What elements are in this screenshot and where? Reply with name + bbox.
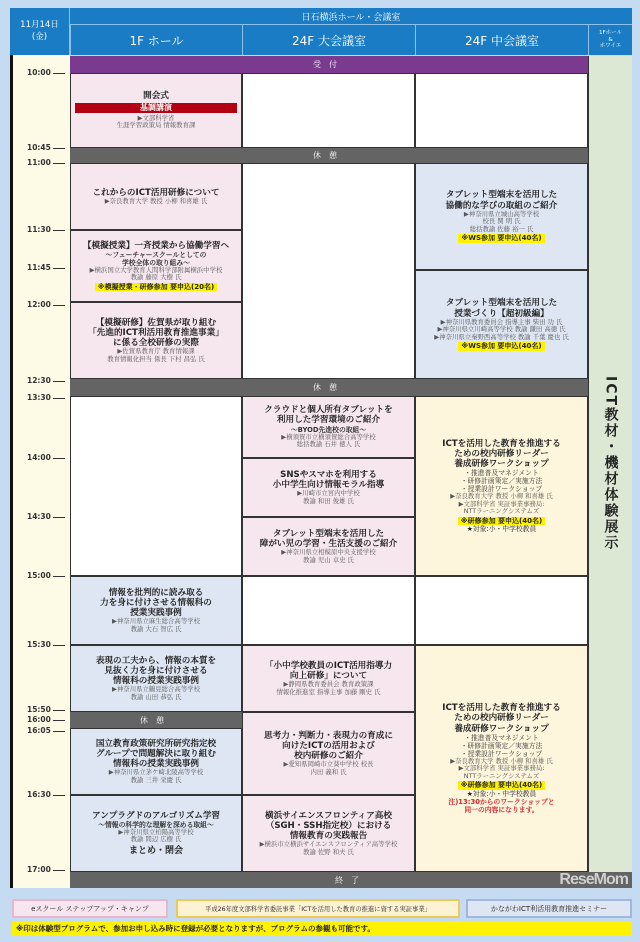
session-expression [70,645,242,712]
foyer-header-line: 1Fホール [598,30,623,37]
session-title: アンプラグドのアルゴリズム学習 [91,810,221,821]
session-title: 向けたICTの活用および [282,740,375,751]
speaker: ▶神奈川県立茅ケ崎北陵高等学校 [108,768,204,777]
speaker: ▶静岡県教育委員会 教育政策課 [283,680,374,689]
session-tablet-collab [415,163,588,270]
registration-note: ※研修参加 要申込(40名) [458,517,545,525]
session-title: 授業実践事例 [130,608,182,619]
session-title: タブレット型端末を活用した [445,298,558,309]
session-title: 養成研修ワークショップ [454,723,549,734]
session-title: 向上研修」について [289,670,368,681]
legend-escool: eスクール ステップアップ・キャンプ [12,899,168,918]
speaker: 総括教諭 佐藤 裕一 氏 [469,224,534,233]
time-label: 11:45 [27,264,65,272]
speaker: 情報化推進室 指導主事 加藤 剛史 氏 [276,687,381,696]
session-title: タブレット型端末を活用した [445,190,558,201]
speaker: 内田 義和 氏 [310,767,347,776]
resemom-logo: ReseMom [559,871,628,888]
speaker: 生涯学習政策局 情報教育課 [116,121,196,130]
speaker: ▶文部科学省 [137,113,175,122]
time-label: 16:00 [27,716,65,724]
date: 11月14日 [20,19,59,30]
session-title: タブレット型端末を活用した [272,528,385,539]
empty-slot [415,576,588,645]
session-problem-solving [70,728,242,795]
target-audience: ★対象:小・中学校教員 [466,789,537,798]
agenda-item: ・研修計画策定／実施方法 [460,477,543,486]
speaker: 総括教諭 石井 徳人 氏 [296,440,361,449]
speaker: 教諭 佐野 和夫 氏 [303,847,354,856]
foyer-exhibit-label: ICT教材・機材体験展示 [602,376,619,552]
session-title: 情報教育の実践報告 [289,831,368,842]
speaker: ▶愛知県岡崎市立葵中学校 校長 [283,760,374,769]
break-bar: 休憩 [70,379,588,396]
session-title: 授業づくり【超初級編】 [454,308,549,319]
speaker: ▶神奈川県立鶴見総合高等学校 [112,685,200,694]
session-title: 【模擬研修】佐賀県が取り組む [95,317,217,328]
speaker: ▶佐賀県教育庁 教育情報課 [117,347,195,356]
time-label: 16:05 [27,727,65,735]
session-ict-training [70,163,242,230]
session-thinking-skills [242,712,415,795]
registration-note: ※模擬授業・研修参加 要申込(20名) [95,283,217,291]
session-title: SNSやスマホを利用する [280,469,377,480]
footnote: ※印は体験型プログラムで、参加お申し込み時に登録が必要となりますが、プログラムの参観も可能です。 [12,921,632,936]
room-header-24f-medium: 24F 中会議室 [415,25,588,55]
speaker: 校長 関 明 氏 [482,217,521,226]
session-title: 協働的な学びの取組のご紹介 [445,200,558,211]
speaker: ▶奈良教育大学 教授 小柳 和喜雄 氏 [104,196,208,205]
empty-slot [242,163,415,379]
time-label: 10:45 [27,144,65,152]
empty-slot [70,396,242,576]
agenda-item: ・推進普及マネジメント [464,733,539,742]
time-label: 17:00 [27,866,65,874]
session-title: 情報科の授業実践事例 [113,676,199,687]
speaker: ▶神奈川県立柏陽高等学校 [118,827,194,836]
session-title: 小中学生向け情報モラル指導 [272,479,385,490]
speaker: ▶神奈川県立麻生総合高等学校 [112,617,200,626]
session-workshop-2 [415,645,588,872]
session-ysfh [242,795,415,872]
time-label: 10:00 [27,69,65,77]
time-label: 11:30 [27,226,65,234]
speaker: 教諭 児山 卓史 氏 [303,555,354,564]
speaker: 教諭 藤原 大樹 氏 [130,273,182,282]
session-title: 国立教育政策研究所研究指定校 [95,738,217,749]
time-label: 15:50 [27,706,65,714]
break-bar: 休憩 [70,712,242,728]
keynote-label: 基調講演 [75,103,236,112]
speaker: NTTラーニングシステムズ [463,507,540,516]
session-title: 見抜く力を身に付けさせる [104,665,208,676]
session-subtitle: ～フューチャースクールとしての [105,250,207,259]
speaker: ▶文部科学省 実証事業事務局: [458,764,545,773]
empty-slot [242,576,415,645]
speaker: ▶横須賀市立横須賀総合高等学校 [281,432,376,441]
room-header-24f-large: 24F 大会議室 [242,25,415,55]
session-special-support [242,517,415,576]
speaker: ▶神奈川県立川崎高等学校 教諭 鎌田 高徳 氏 [437,325,566,334]
speaker: ▶奈良教育大学 教授 小柳 和喜雄 氏 [450,492,553,501]
session-subtitle: ～情報の科学的な理解を深める取組～ [98,820,214,829]
agenda-item: ・授業設計ワークショップ [460,485,543,494]
session-tablet-beginner [415,270,588,379]
speaker: 教諭 大石 智広 氏 [130,624,182,633]
session-title: 力を身に付けさせる情報科の [100,597,212,608]
speaker: ▶横浜国立大学教育人間科学部附属横浜中学校 [89,265,223,274]
agenda-item: ・授業設計ワークショップ [460,749,543,758]
speaker: ▶神奈川県立城山高等学校 [463,209,540,218]
session-mock-training-saga [70,302,242,379]
registration-note: ※WS参加 要申込(40名) [458,234,544,242]
speaker: ▶川崎市立宮内中学校 [297,489,360,498]
session-title: 校内研修のご紹介 [294,751,363,762]
speaker: 教諭 山田 恭弘 氏 [130,692,182,701]
session-title: 横浜サイエンスフロンティア高校 [264,810,392,821]
session-title: クラウドと個人所有タブレットを [264,405,393,416]
session-info-moral [242,458,415,517]
session-title: 「小中学校教員のICT活用指導力 [264,660,393,671]
time-label: 12:30 [27,377,65,385]
registration-note: ※WS参加 要申込(40名) [458,342,544,350]
session-title: 【模擬授業】一斉授業から協働学習へ [82,240,230,251]
session-unplugged [70,795,242,872]
speaker: 教諭 間辺 広樹 氏 [130,835,182,844]
speaker: ▶神奈川県立秦野西高等学校 教諭 千葉 慶也 氏 [434,332,569,341]
closing-label: まとめ・閉会 [128,845,183,856]
session-title: ための校内研修リーダー [454,448,549,459]
target-audience: ★対象:小・中学校教員 [466,525,537,534]
session-title: ICTを活用した教育を推進する [442,438,561,449]
time-label: 12:00 [27,301,65,309]
warning-note: 同一の内容になります。 [464,805,539,814]
session-title: 養成研修ワークショップ [454,459,549,470]
session-subtitle: ～BYOD先進校の取組～ [290,425,367,434]
weekday: (金) [31,31,48,42]
legend-kanagawa: かながわICT利活用教育推進セミナー [466,899,632,918]
end-bar: 終了 [70,872,632,888]
speaker: ▶文部科学省 実証事業事務局: [458,499,545,508]
speaker: 教育情報化担当 係長 下村 昌弘 氏 [107,354,205,363]
agenda-item: ・推進普及マネジメント [464,469,539,478]
time-label: 15:00 [27,572,65,580]
speaker: ▶神奈川県立相模原中央支援学校 [281,548,376,557]
session-title: 情報科の授業実践事例 [113,759,199,770]
session-title: ための校内研修リーダー [454,713,549,724]
speaker: NTTラーニングシステムズ [463,771,540,780]
session-subtitle: 学校全体の取り組み～ [122,258,190,267]
speaker: ▶横浜市立横浜サイエンスフロンティア高等学校 [259,840,398,849]
speaker: 教諭 三井 栄慶 氏 [130,775,182,784]
foyer-exhibit [588,56,632,872]
time-column [10,55,70,888]
time-label: 15:30 [27,641,65,649]
time-label: 14:00 [27,454,65,462]
time-label: 16:30 [27,791,65,799]
session-title: 「先進的ICT利活用教育推進事業」 [88,327,224,338]
session-opening [70,73,242,148]
speaker: ▶神奈川県教育委員会 指導主事 柴田 功 氏 [440,317,563,326]
session-title: 思考力・判断力・表現力の育成に [264,730,393,741]
empty-slot [242,73,415,148]
venue-header: 日石横浜ホール・会議室 [70,8,632,25]
session-title: グループで問題解決に取り組む [96,748,216,759]
session-workshop-1 [415,396,588,576]
session-title: 開会式 [143,91,169,102]
session-title: 利用した学習環境のご紹介 [276,415,381,426]
foyer-header-line: & [608,36,613,43]
session-shizuoka [242,645,415,712]
session-title: に係る全校研修の実際 [113,338,199,349]
time-label: 13:30 [27,394,65,402]
foyer-header-line: ホワイエ [599,43,622,50]
registration-note: ※研修参加 要申込(40名) [458,781,545,789]
speaker: ▶奈良教育大学 教授 小柳 和喜雄 氏 [450,756,553,765]
session-title: ICTを活用した教育を推進する [442,703,561,714]
time-label: 14:30 [27,513,65,521]
room-header-1f-hall: 1F ホール [70,25,242,55]
session-title: これからのICT活用研修について [92,187,220,198]
session-critical-reading [70,576,242,645]
empty-slot [415,73,588,148]
session-title: 障がい児の学習・生活支援のご紹介 [259,538,398,549]
session-title: 表現の工夫から、情報の本質を [95,655,217,666]
date-cell [10,8,70,55]
reception-bar: 受付 [70,56,588,73]
room-header-foyer [588,25,632,55]
warning-note: 注)13:30からのワークショップと [448,797,555,806]
time-label: 11:00 [27,159,65,167]
break-bar: 休憩 [70,148,588,163]
agenda-item: ・研修計画策定／実施方法 [460,741,543,750]
speaker: 教諭 和田 俊雄 氏 [303,496,354,505]
session-mock-class [70,230,242,302]
session-byod [242,396,415,458]
legend-mext: 平成26年度文部科学省委託事業「ICTを活用した教育の推進に資する実証事業」 [176,899,460,918]
session-title: 情報を批判的に読み取る [108,587,204,598]
session-title: （SGH・SSH指定校）における [265,820,392,831]
